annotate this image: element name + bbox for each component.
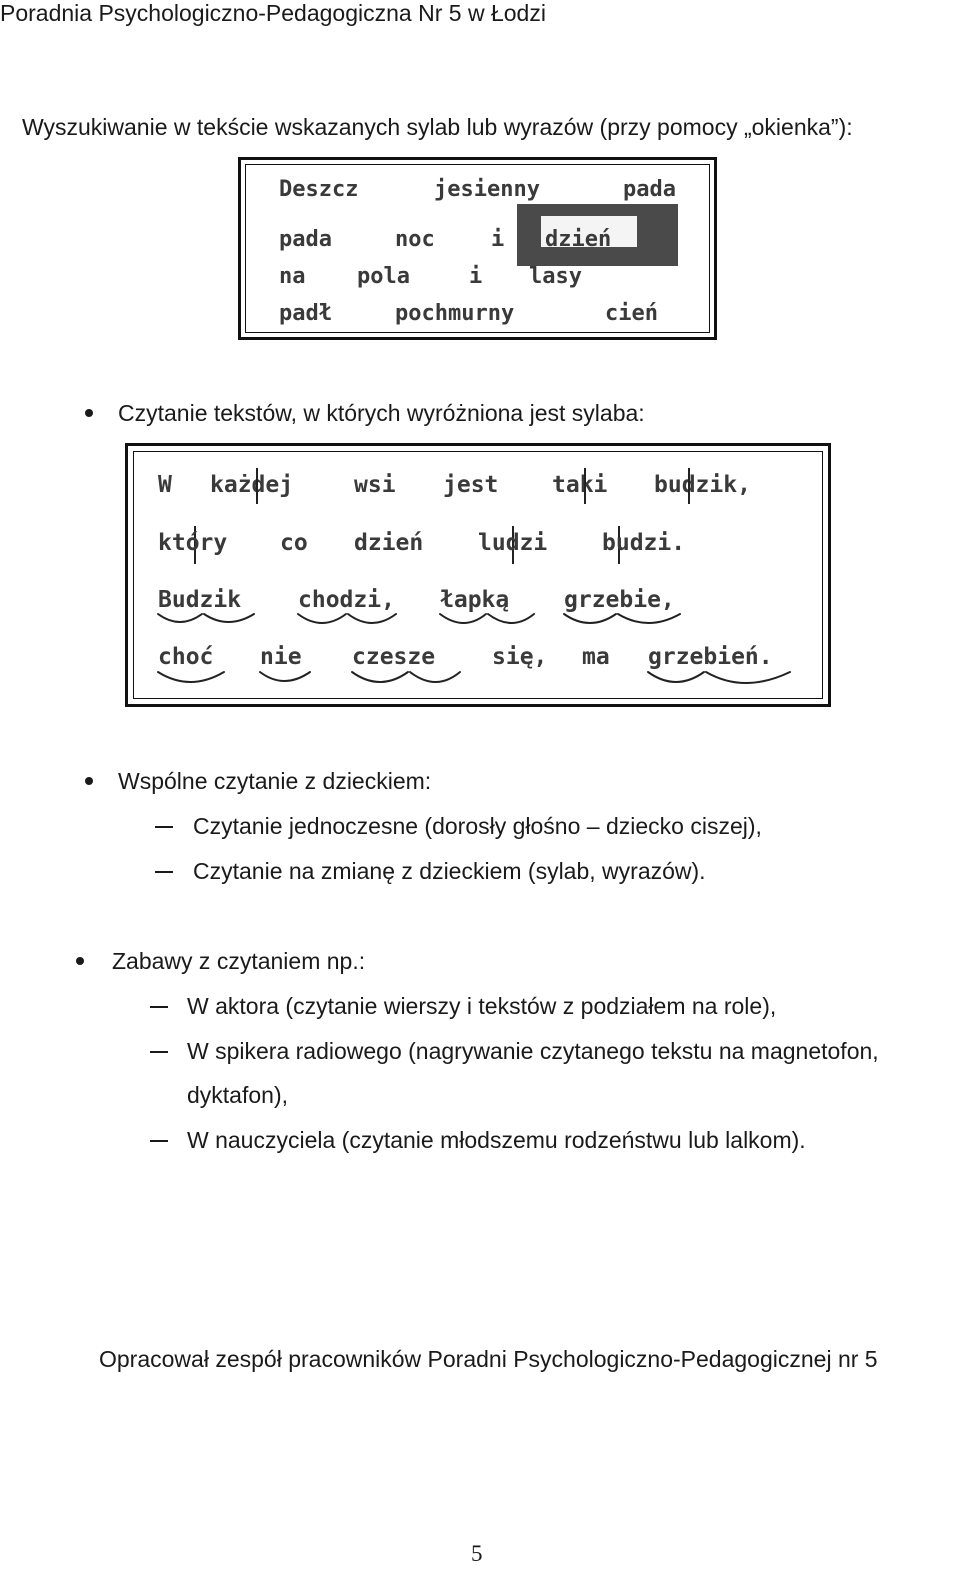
fig2-word: budzik, <box>654 472 751 498</box>
fig2-word: choć <box>158 644 214 670</box>
fig2-word: który <box>158 530 228 556</box>
section3-item: Czytanie jednoczesne (dorosły głośno – dziecko ciszej), <box>193 813 762 839</box>
fig1-word: pada <box>279 227 332 252</box>
section4-item-continuation: dyktafon), <box>187 1082 288 1108</box>
fig1-word: i <box>469 264 483 289</box>
page-number: 5 <box>471 1541 483 1566</box>
section2-bullet: Czytanie tekstów, w których wyróżniona jest sylaba: <box>118 400 645 426</box>
fig2-word: co <box>280 530 308 556</box>
fig1-word: padł <box>279 301 332 326</box>
fig1-word: i <box>491 227 505 252</box>
dash <box>150 1051 168 1053</box>
fig1-word: pochmurny <box>395 301 515 326</box>
dash <box>155 826 173 828</box>
syllable-highlight-figure <box>125 443 831 707</box>
syllable-highlight-illustration <box>128 446 828 704</box>
fig2-word: chodzi, <box>298 587 395 613</box>
fig2-word: nie <box>260 644 302 670</box>
section4-item: W nauczyciela (czytanie młodszemu rodzeństwu lub lalkom). <box>187 1127 806 1153</box>
fig2-word: jest <box>443 472 499 498</box>
fig2-word: dzień <box>354 530 424 556</box>
fig2-word: wsi <box>354 472 396 498</box>
fig1-word: lasy <box>529 264 582 289</box>
fig2-word: budzi. <box>602 530 686 556</box>
bullet <box>85 777 93 785</box>
section4-item: W spikera radiowego (nagrywanie czytanego tekstu na magnetofon, <box>187 1038 879 1064</box>
fig2-word: ma <box>582 644 610 670</box>
fig2-word: się, <box>492 644 548 670</box>
window-search-illustration <box>241 160 714 337</box>
section4-item: W aktora (czytanie wierszy i tekstów z podziałem na role), <box>187 993 777 1019</box>
fig2-word: grzebień. <box>648 644 773 670</box>
fig2-word: W <box>158 472 172 498</box>
fig2-word: każdej <box>210 472 294 498</box>
fig2-word: łapką <box>440 587 510 613</box>
fig1-word: jesienny <box>434 177 540 202</box>
section4-bullet: Zabawy z czytaniem np.: <box>112 948 366 974</box>
fig1-word: pola <box>357 264 410 289</box>
fig2-word: taki <box>552 472 608 498</box>
fig1-word: cień <box>605 301 658 326</box>
section3-bullet: Wspólne czytanie z dzieckiem: <box>118 768 432 794</box>
fig2-word: Budzik <box>158 587 242 613</box>
section1-intro: Wyszukiwanie w tekście wskazanych sylab lub wyrazów (przy pomocy „okienka”): <box>22 114 853 140</box>
fig1-word: na <box>279 264 306 289</box>
fig1-word: pada <box>623 177 676 202</box>
page-header: Poradnia Psychologiczno-Pedagogiczna Nr 5 w Łodzi <box>0 0 546 26</box>
dash <box>150 1140 168 1142</box>
fig1-word: dzień <box>545 227 612 252</box>
window-search-figure <box>238 157 717 340</box>
section3-item: Czytanie na zmianę z dzieckiem (sylab, wyrazów). <box>193 858 706 884</box>
fig2-word: grzebie, <box>564 587 675 613</box>
dash <box>150 1006 168 1008</box>
fig2-word: ludzi <box>478 530 548 556</box>
bullet <box>85 409 93 417</box>
fig1-word: noc <box>395 227 435 252</box>
bullet <box>76 957 84 965</box>
fig1-word: Deszcz <box>279 177 359 202</box>
fig2-word: czesze <box>352 644 436 670</box>
footer-credit: Opracował zespół pracowników Poradni Psychologiczno-Pedagogicznej nr 5 <box>99 1346 878 1372</box>
dash <box>155 871 173 873</box>
